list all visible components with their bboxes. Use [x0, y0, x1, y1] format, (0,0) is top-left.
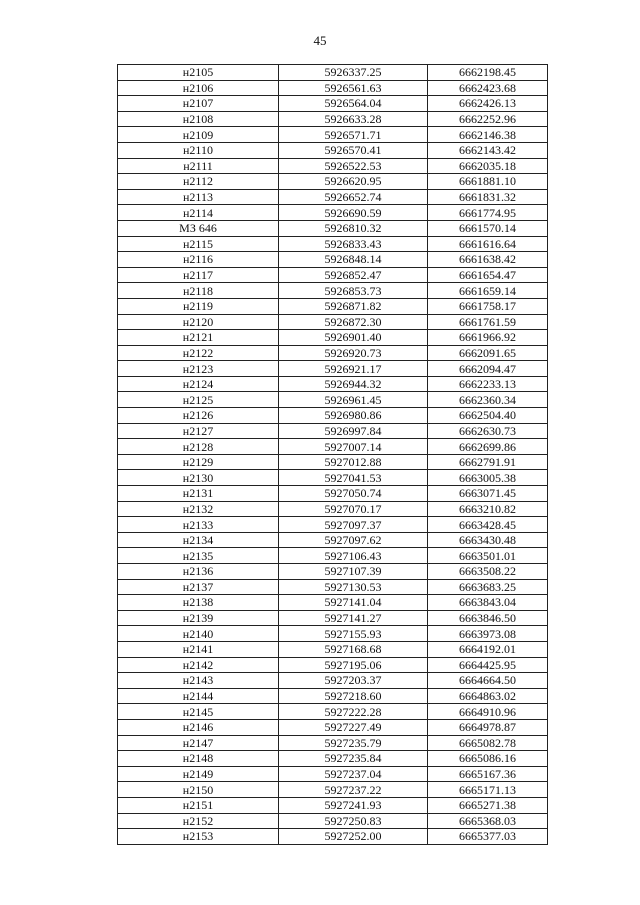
x-coordinate-cell: 5927155.93	[279, 626, 428, 642]
point-id-cell: н2151	[118, 797, 279, 813]
x-coordinate-cell: 5926564.04	[279, 96, 428, 112]
point-id-cell: н2126	[118, 408, 279, 424]
coordinates-table-body	[118, 65, 548, 845]
table-row	[118, 330, 548, 346]
x-coordinate-cell: 5927227.49	[279, 719, 428, 735]
point-id-cell: н2152	[118, 813, 279, 829]
point-id-cell: н2118	[118, 283, 279, 299]
point-id-cell: н2113	[118, 189, 279, 205]
x-coordinate-cell: 5926980.86	[279, 408, 428, 424]
table-row	[118, 501, 548, 517]
table-row	[118, 314, 548, 330]
y-coordinate-cell: 6661659.14	[428, 283, 548, 299]
table-row	[118, 252, 548, 268]
table-row	[118, 111, 548, 127]
point-id-cell: н2140	[118, 626, 279, 642]
y-coordinate-cell: 6665082.78	[428, 735, 548, 751]
x-coordinate-cell: 5926522.53	[279, 158, 428, 174]
table-row	[118, 80, 548, 96]
x-coordinate-cell: 5926561.63	[279, 80, 428, 96]
table-row	[118, 408, 548, 424]
y-coordinate-cell: 6662252.96	[428, 111, 548, 127]
table-row	[118, 766, 548, 782]
y-coordinate-cell: 6662143.42	[428, 142, 548, 158]
table-row	[118, 127, 548, 143]
table-row	[118, 142, 548, 158]
table-row	[118, 236, 548, 252]
y-coordinate-cell: 6662426.13	[428, 96, 548, 112]
point-id-cell: н2131	[118, 486, 279, 502]
table-row	[118, 376, 548, 392]
table-row	[118, 65, 548, 81]
y-coordinate-cell: 6665171.13	[428, 782, 548, 798]
y-coordinate-cell: 6663683.25	[428, 579, 548, 595]
x-coordinate-cell: 5927041.53	[279, 470, 428, 486]
point-id-cell: н2120	[118, 314, 279, 330]
y-coordinate-cell: 6665167.36	[428, 766, 548, 782]
point-id-cell: н2122	[118, 345, 279, 361]
x-coordinate-cell: 5926852.47	[279, 267, 428, 283]
table-row	[118, 564, 548, 580]
x-coordinate-cell: 5927222.28	[279, 704, 428, 720]
x-coordinate-cell: 5926633.28	[279, 111, 428, 127]
point-id-cell: н2116	[118, 252, 279, 268]
point-id-cell: н2146	[118, 719, 279, 735]
page-number: 45	[313, 33, 327, 48]
table-row	[118, 532, 548, 548]
y-coordinate-cell: 6664910.96	[428, 704, 548, 720]
y-coordinate-cell: 6662360.34	[428, 392, 548, 408]
y-coordinate-cell: 6662699.86	[428, 439, 548, 455]
table-row	[118, 267, 548, 283]
y-coordinate-cell: 6665271.38	[428, 797, 548, 813]
x-coordinate-cell: 5927141.04	[279, 595, 428, 611]
point-id-cell: н2117	[118, 267, 279, 283]
x-coordinate-cell: 5926961.45	[279, 392, 428, 408]
y-coordinate-cell: 6665086.16	[428, 751, 548, 767]
point-id-cell: н2153	[118, 829, 279, 845]
x-coordinate-cell: 5927237.04	[279, 766, 428, 782]
x-coordinate-cell: 5927235.79	[279, 735, 428, 751]
y-coordinate-cell: 6661831.32	[428, 189, 548, 205]
x-coordinate-cell: 5926337.25	[279, 65, 428, 81]
y-coordinate-cell: 6662198.45	[428, 65, 548, 81]
table-row	[118, 189, 548, 205]
x-coordinate-cell: 5926872.30	[279, 314, 428, 330]
point-id-cell: н2143	[118, 673, 279, 689]
table-row	[118, 454, 548, 470]
x-coordinate-cell: 5927012.88	[279, 454, 428, 470]
point-id-cell: н2115	[118, 236, 279, 252]
y-coordinate-cell: 6662146.38	[428, 127, 548, 143]
table-row	[118, 579, 548, 595]
y-coordinate-cell: 6664425.95	[428, 657, 548, 673]
table-row	[118, 719, 548, 735]
table-row	[118, 486, 548, 502]
point-id-cell: н2132	[118, 501, 279, 517]
table-row	[118, 704, 548, 720]
x-coordinate-cell: 5926853.73	[279, 283, 428, 299]
x-coordinate-cell: 5927097.37	[279, 517, 428, 533]
table-row	[118, 735, 548, 751]
y-coordinate-cell: 6664978.87	[428, 719, 548, 735]
table-row	[118, 641, 548, 657]
x-coordinate-cell: 5926571.71	[279, 127, 428, 143]
table-row	[118, 751, 548, 767]
y-coordinate-cell: 6661881.10	[428, 174, 548, 190]
y-coordinate-cell: 6661761.59	[428, 314, 548, 330]
y-coordinate-cell: 6661654.47	[428, 267, 548, 283]
table-row	[118, 205, 548, 221]
table-row	[118, 797, 548, 813]
point-id-cell: н2139	[118, 610, 279, 626]
table-row	[118, 813, 548, 829]
y-coordinate-cell: 6663210.82	[428, 501, 548, 517]
x-coordinate-cell: 5926810.32	[279, 220, 428, 236]
table-row	[118, 626, 548, 642]
point-id-cell: н2123	[118, 361, 279, 377]
x-coordinate-cell: 5927235.84	[279, 751, 428, 767]
point-id-cell: н2148	[118, 751, 279, 767]
point-id-cell: н2144	[118, 688, 279, 704]
y-coordinate-cell: 6661758.17	[428, 298, 548, 314]
y-coordinate-cell: 6663846.50	[428, 610, 548, 626]
x-coordinate-cell: 5927241.93	[279, 797, 428, 813]
y-coordinate-cell: 6663428.45	[428, 517, 548, 533]
coordinates-table	[117, 64, 548, 845]
point-id-cell: н2135	[118, 548, 279, 564]
y-coordinate-cell: 6662094.47	[428, 361, 548, 377]
point-id-cell: н2142	[118, 657, 279, 673]
y-coordinate-cell: 6664192.01	[428, 641, 548, 657]
table-row	[118, 361, 548, 377]
x-coordinate-cell: 5927218.60	[279, 688, 428, 704]
table-row	[118, 345, 548, 361]
point-id-cell: н2119	[118, 298, 279, 314]
point-id-cell: н2129	[118, 454, 279, 470]
y-coordinate-cell: 6664664.50	[428, 673, 548, 689]
table-row	[118, 174, 548, 190]
x-coordinate-cell: 5927070.17	[279, 501, 428, 517]
y-coordinate-cell: 6661638.42	[428, 252, 548, 268]
point-id-cell: н2130	[118, 470, 279, 486]
point-id-cell: н2106	[118, 80, 279, 96]
y-coordinate-cell: 6662091.65	[428, 345, 548, 361]
table-row	[118, 673, 548, 689]
y-coordinate-cell: 6665368.03	[428, 813, 548, 829]
point-id-cell: н2110	[118, 142, 279, 158]
x-coordinate-cell: 5926833.43	[279, 236, 428, 252]
x-coordinate-cell: 5926690.59	[279, 205, 428, 221]
point-id-cell: МЗ 646	[118, 220, 279, 236]
y-coordinate-cell: 6661774.95	[428, 205, 548, 221]
y-coordinate-cell: 6663973.08	[428, 626, 548, 642]
point-id-cell: н2145	[118, 704, 279, 720]
x-coordinate-cell: 5927195.06	[279, 657, 428, 673]
table-row	[118, 439, 548, 455]
y-coordinate-cell: 6661570.14	[428, 220, 548, 236]
x-coordinate-cell: 5926921.17	[279, 361, 428, 377]
point-id-cell: н2105	[118, 65, 279, 81]
x-coordinate-cell: 5927141.27	[279, 610, 428, 626]
y-coordinate-cell: 6663430.48	[428, 532, 548, 548]
table-row	[118, 782, 548, 798]
point-id-cell: н2150	[118, 782, 279, 798]
point-id-cell: н2134	[118, 532, 279, 548]
point-id-cell: н2133	[118, 517, 279, 533]
y-coordinate-cell: 6663501.01	[428, 548, 548, 564]
point-id-cell: н2128	[118, 439, 279, 455]
y-coordinate-cell: 6662035.18	[428, 158, 548, 174]
x-coordinate-cell: 5927007.14	[279, 439, 428, 455]
point-id-cell: н2127	[118, 423, 279, 439]
point-id-cell: н2114	[118, 205, 279, 221]
x-coordinate-cell: 5927106.43	[279, 548, 428, 564]
table-row	[118, 829, 548, 845]
point-id-cell: н2109	[118, 127, 279, 143]
table-row	[118, 423, 548, 439]
point-id-cell: н2121	[118, 330, 279, 346]
x-coordinate-cell: 5926997.84	[279, 423, 428, 439]
y-coordinate-cell: 6661616.64	[428, 236, 548, 252]
y-coordinate-cell: 6663508.22	[428, 564, 548, 580]
x-coordinate-cell: 5927203.37	[279, 673, 428, 689]
table-row	[118, 688, 548, 704]
table-row	[118, 298, 548, 314]
point-id-cell: н2137	[118, 579, 279, 595]
table-row	[118, 96, 548, 112]
y-coordinate-cell: 6662233.13	[428, 376, 548, 392]
table-row	[118, 470, 548, 486]
y-coordinate-cell: 6662423.68	[428, 80, 548, 96]
x-coordinate-cell: 5926871.82	[279, 298, 428, 314]
table-row	[118, 657, 548, 673]
table-row	[118, 517, 548, 533]
x-coordinate-cell: 5926620.95	[279, 174, 428, 190]
y-coordinate-cell: 6662504.40	[428, 408, 548, 424]
point-id-cell: н2125	[118, 392, 279, 408]
y-coordinate-cell: 6663843.04	[428, 595, 548, 611]
point-id-cell: н2107	[118, 96, 279, 112]
table-row	[118, 283, 548, 299]
y-coordinate-cell: 6661966.92	[428, 330, 548, 346]
table-row	[118, 595, 548, 611]
x-coordinate-cell: 5926901.40	[279, 330, 428, 346]
x-coordinate-cell: 5927130.53	[279, 579, 428, 595]
table-row	[118, 220, 548, 236]
y-coordinate-cell: 6662791.91	[428, 454, 548, 470]
x-coordinate-cell: 5927250.83	[279, 813, 428, 829]
x-coordinate-cell: 5926652.74	[279, 189, 428, 205]
point-id-cell: н2124	[118, 376, 279, 392]
x-coordinate-cell: 5926570.41	[279, 142, 428, 158]
y-coordinate-cell: 6662630.73	[428, 423, 548, 439]
y-coordinate-cell: 6665377.03	[428, 829, 548, 845]
point-id-cell: н2108	[118, 111, 279, 127]
point-id-cell: н2136	[118, 564, 279, 580]
point-id-cell: н2111	[118, 158, 279, 174]
y-coordinate-cell: 6664863.02	[428, 688, 548, 704]
table-row	[118, 158, 548, 174]
y-coordinate-cell: 6663071.45	[428, 486, 548, 502]
point-id-cell: н2138	[118, 595, 279, 611]
table-row	[118, 610, 548, 626]
table-row	[118, 392, 548, 408]
x-coordinate-cell: 5927168.68	[279, 641, 428, 657]
x-coordinate-cell: 5926920.73	[279, 345, 428, 361]
x-coordinate-cell: 5927107.39	[279, 564, 428, 580]
x-coordinate-cell: 5927050.74	[279, 486, 428, 502]
table-row	[118, 548, 548, 564]
x-coordinate-cell: 5927252.00	[279, 829, 428, 845]
point-id-cell: н2147	[118, 735, 279, 751]
x-coordinate-cell: 5927097.62	[279, 532, 428, 548]
x-coordinate-cell: 5927237.22	[279, 782, 428, 798]
x-coordinate-cell: 5926944.32	[279, 376, 428, 392]
point-id-cell: н2112	[118, 174, 279, 190]
point-id-cell: н2141	[118, 641, 279, 657]
point-id-cell: н2149	[118, 766, 279, 782]
y-coordinate-cell: 6663005.38	[428, 470, 548, 486]
x-coordinate-cell: 5926848.14	[279, 252, 428, 268]
